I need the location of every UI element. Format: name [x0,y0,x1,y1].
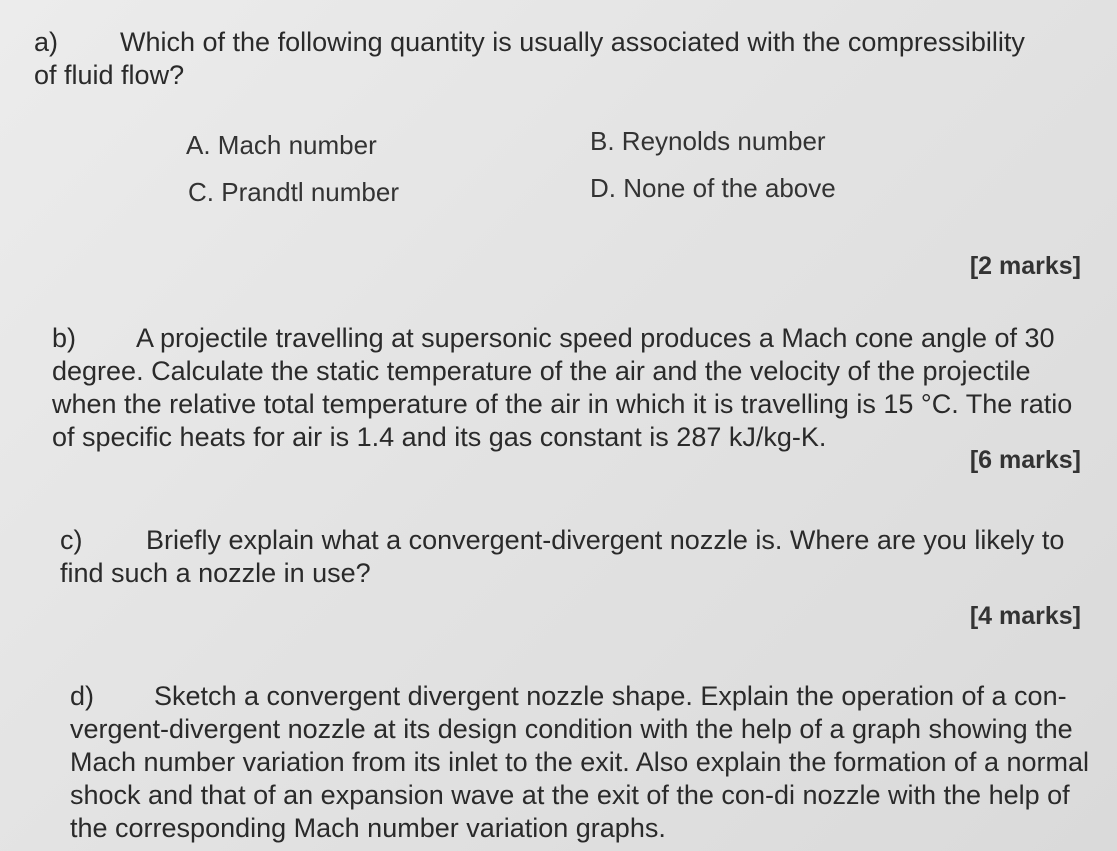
option-d: D. None of the above [590,173,836,203]
question-b-line-4: of specific heats for air is 1.4 and its gas constant is 287 kJ/kg-K. [52,422,827,452]
question-a-marks: [2 marks] [969,252,1081,280]
question-b-line-3: when the relative total temperature of the air in which it is travelling is 15 °C. The ratio [52,389,1073,419]
question-a-text-1: Which of the following quantity is usually associated with the compressibility [120,27,1025,57]
option-a: A. Mach number [186,130,377,160]
question-b [52,322,1072,454]
question-a [34,26,1025,92]
question-d-label: d) [70,681,95,711]
question-d-line-3: Mach number variation from its inlet to the exit. Also explain the formation of a normal [70,747,1089,777]
question-d [70,680,1089,845]
question-a-line-1 [34,26,1025,59]
question-b-line-1 [52,322,1072,355]
question-c-line-2: find such a nozzle in use? [60,558,371,588]
question-b-line-2: degree. Calculate the static temperature of the air and the velocity of the projectile [52,356,1031,386]
question-b-marks: [6 marks] [969,446,1081,474]
question-c-line-1 [60,524,1064,557]
question-b-text-1: A projectile travelling at supersonic speed produces a Mach cone angle of 30 [136,323,1055,353]
question-b-label: b) [52,323,77,353]
option-c: C. Prandtl number [188,177,399,207]
question-c-marks: [4 marks] [969,602,1081,630]
question-d-line-5: the corresponding Mach number variation graphs. [70,813,666,843]
question-d-line-1 [70,680,1089,713]
question-c-label: c) [60,525,83,555]
question-a-line-2: of fluid flow? [34,60,185,90]
question-a-label: a) [34,27,59,57]
question-d-line-2: vergent-divergent nozzle at its design condition with the help of a graph showing the [70,714,1073,744]
question-c [60,524,1064,590]
question-c-text-1: Briefly explain what a convergent-divergent nozzle is. Where are you likely to [146,525,1065,555]
option-b: B. Reynolds number [590,126,826,156]
question-d-text-1: Sketch a convergent divergent nozzle shape. Explain the operation of a con- [154,681,1067,711]
question-d-line-4: shock and that of an expansion wave at the exit of the con-di nozzle with the help of [70,780,1070,810]
